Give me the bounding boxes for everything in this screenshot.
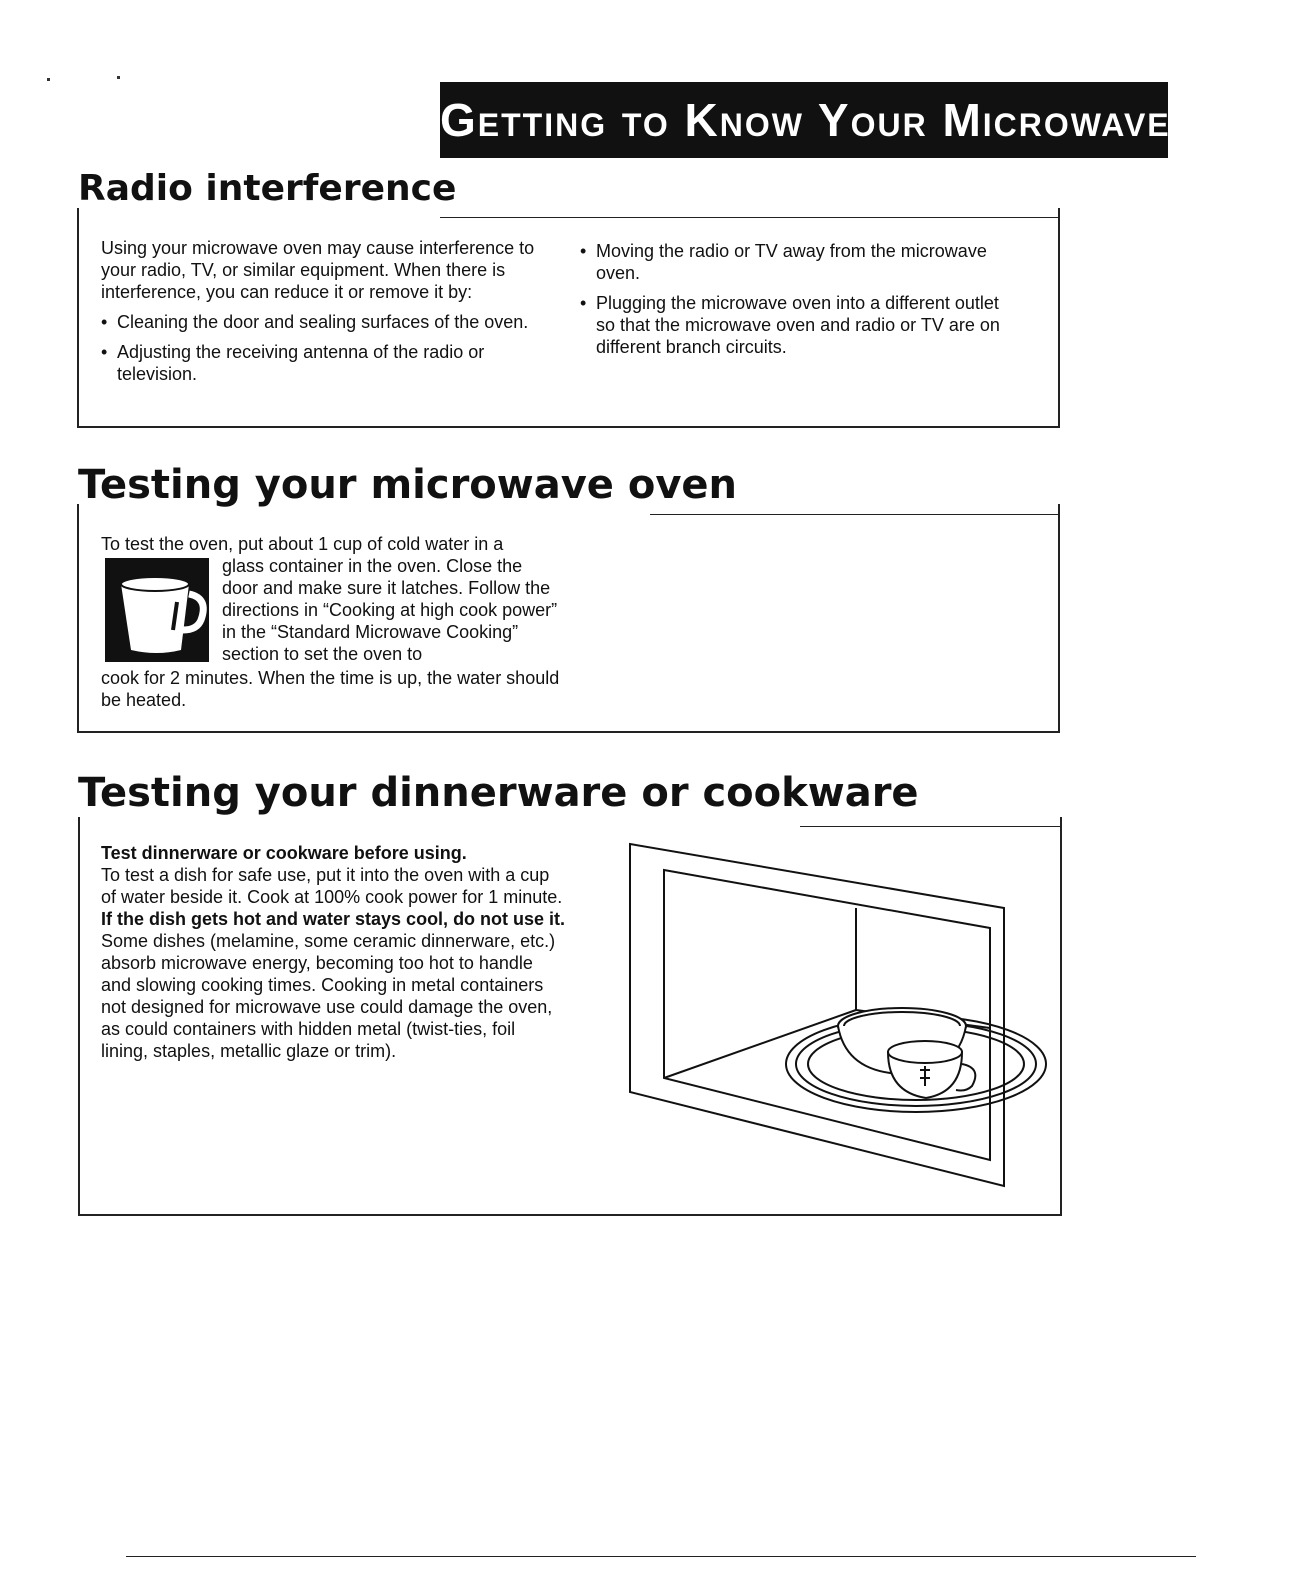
radio-right-column — [580, 240, 1010, 366]
scan-mark — [47, 78, 50, 81]
radio-bullet — [580, 240, 1010, 284]
microwave-illustration — [626, 842, 1010, 1192]
radio-bullet-text: Cleaning the door and sealing surfaces of the oven. — [117, 312, 529, 332]
water-cup-rim — [888, 1041, 962, 1063]
testing-dinnerware-text — [101, 842, 566, 1062]
radio-bullet — [101, 341, 556, 385]
testing-dinnerware-heading: Testing your dinnerware or cookware — [78, 770, 919, 816]
page-bottom-rule — [126, 1556, 1196, 1557]
testing-oven-text-after-icon: cook for 2 minutes. When the time is up, the water should be heated. — [101, 668, 560, 710]
measuring-cup-icon — [105, 558, 209, 662]
dinnerware-warning: If the dish gets hot and water stays cool, do not use it. — [101, 909, 566, 929]
dinnerware-text-1: To test a dish for safe use, put it into the oven with a cup of water beside it. Cook at 100% cook power for 1 minute. — [101, 865, 563, 907]
scan-mark — [117, 76, 120, 79]
dinnerware-text-2: Some dishes (melamine, some ceramic dinnerware, etc.) absorb microwave energy, becoming too hot to handle and slowing cooking times. Cooking in metal containers not designed for microwave use could damage the oven, as could containers with hidden metal (twist-ties, foil lining, staples, metallic glaze or trim). — [101, 931, 556, 1061]
testing-oven-heading: Testing your microwave oven — [78, 462, 738, 508]
measuring-cup-svg — [105, 558, 209, 662]
radio-interference-heading: Radio interference — [78, 168, 457, 209]
bullet-dot: • — [580, 241, 587, 261]
section-banner: Getting to Know Your Microwave Oven — [440, 82, 1168, 158]
radio-bullet-text: Moving the radio or TV away from the microwave oven. — [596, 241, 987, 283]
radio-left-column — [101, 237, 556, 393]
bullet-dot: • — [101, 342, 108, 362]
radio-bullet — [101, 311, 556, 333]
radio-bullet-text: Adjusting the receiving antenna of the radio or television. — [117, 342, 485, 384]
radio-bullet-text: Plugging the microwave oven into a different outlet so that the microwave oven and radio or TV are on different branch circuits. — [596, 293, 1000, 357]
bullet-dot: • — [580, 293, 587, 313]
testing-oven-first-line: To test the oven, put about 1 cup of cold water in a — [101, 534, 504, 554]
radio-intro-text: Using your microwave oven may cause interference to your radio, TV, or similar equipment. When there is interference, you can reduce it or remove it by: — [101, 238, 535, 302]
bullet-dot: • — [101, 312, 108, 332]
dinnerware-lead: Test dinnerware or cookware before using. — [101, 843, 467, 863]
radio-bullet — [580, 292, 1010, 358]
testing-oven-text-beside-icon: glass container in the oven. Close the door and make sure it latches. Follow the directions in “Cooking at high cook power” in the “Standard Microwave Cooking” section to set the oven to — [222, 556, 558, 664]
